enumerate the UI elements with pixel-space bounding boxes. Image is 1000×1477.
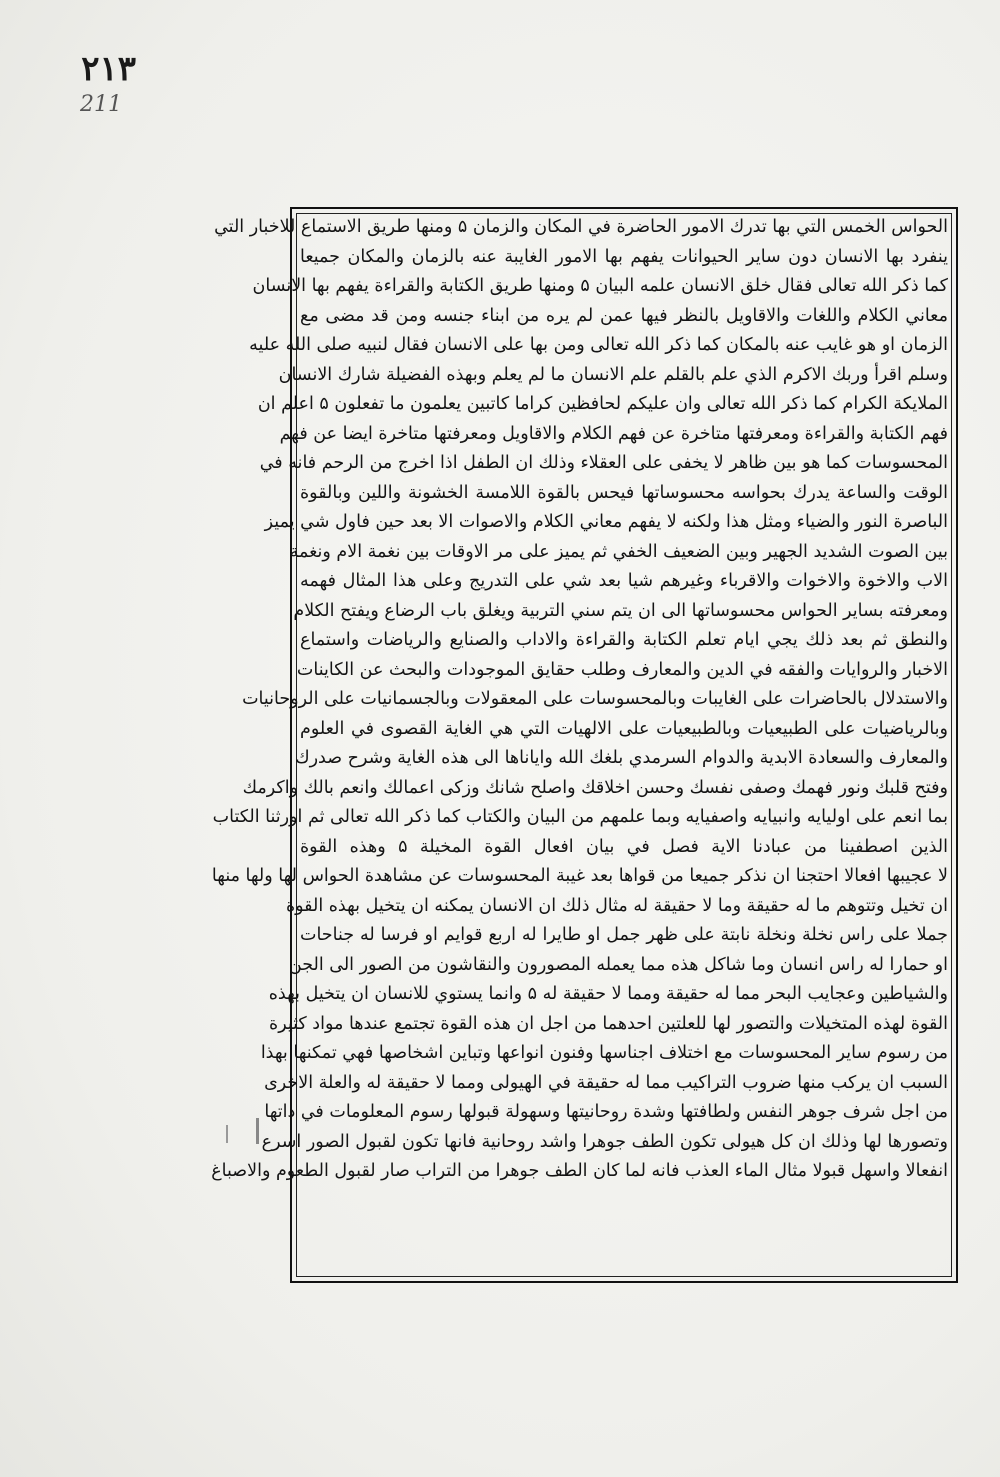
manuscript-line: الزمان او هو غايب عنه بالمكان كما ذكر الله تعالى ومن بها على الانسان فقال لنبيه صلى الله عليه	[249, 335, 948, 355]
manuscript-line: لا عجيبها افعالا احتجنا ان نذكر جميعا من قواها بعد غيبة المحسوسات عن مشاهدة الحواس لها ولها منها	[211, 866, 948, 886]
manuscript-line: الذين اصطفينا من عبادنا الاية فصل في بيان افعال القوة المخيلة ۵ وهذه القوة	[300, 836, 949, 857]
manuscript-line: من اجل شرف جوهر النفس ولطافتها وشدة روحانيتها وسهولة قبولها رسوم المعلومات في ذاتها	[264, 1102, 948, 1122]
manuscript-line: معاني الكلام واللغات والاقاويل بالنظر فيها عمن لم يره من ابناء جنسه ومن قد مضى مع	[300, 305, 948, 326]
manuscript-line: جملا على راس نخلة ونخلة نابتة على ظهر جمل او طايرا له اربع قوايم او فرسا له جناحات	[300, 925, 948, 945]
manuscript-line: الملايكة الكرام كما ذكر الله تعالى وان عليكم لحافظين كراما كاتبين يعلمون ما تفعلون ۵ اعلم ان	[257, 394, 948, 414]
manuscript-line: القوة لهذه المتخيلات والتصور لها للعلتين احدهما من اجل ان هذه القوة تجتمع عندها مواد كثيرة	[269, 1013, 948, 1034]
manuscript-line: ومعرفته بساير الحواس محسوساتها الى ان يتم سني التربية ويغلق باب الرضاع ويفتح الكلام	[293, 600, 948, 621]
manuscript-line: السبب ان يركب منها ضروب التراكيب مما له حقيقة في الهيولى ومما لا حقيقة له والعلة الاخرى	[264, 1072, 948, 1093]
manuscript-line: وسلم اقرأ وربك الاكرم الذي علم بالقلم علم الانسان ما لم يعلم وبهذه الفضيلة شارك الانسان	[278, 364, 948, 385]
manuscript-line: الباصرة النور والضياء ومثل هذا ولكنه لا يفهم معاني الكلام والاصوات الا بعد حين فاول شي يميز	[264, 512, 948, 532]
margin-stain	[256, 1118, 259, 1144]
manuscript-line: فهم الكتابة والقراءة ومعرفتها متاخرة عن فهم الكلام والاقاويل ومعرفتها متاخرة ايضا عن فهم	[279, 423, 948, 444]
manuscript-line: المحسوسات كما هو بين ظاهر لا يخفى على العقلاء وذلك ان الطفل اذا اخرج من الرحم فانه في	[259, 453, 948, 473]
manuscript-line: والمعارف والسعادة الابدية والدوام السرمدي بلغك الله واياناها الى هذه الغاية وشرح صدرك	[295, 748, 948, 768]
manuscript-line: انفعالا واسهل قبولا مثال الماء العذب فانه لما كان الطف جوهرا من التراب صار لقبول الطعوم والاصباغ	[211, 1161, 948, 1181]
margin-stain	[226, 1125, 228, 1143]
manuscript-line: وتصورها لها وذلك ان كل هيولى تكون الطف جوهرا واشد روحانية فانها تكون لقبول الصور اسرع	[261, 1131, 948, 1152]
manuscript-line: والشياطين وعجايب البحر مما له حقيقة ومما لا حقيقة له ۵ وانما يستوي للانسان ان يتخيل بهذه	[268, 984, 948, 1004]
manuscript-line: بما انعم على اوليايه وانبيايه واصفيايه وبما علمهم من البيان والكتاب كما ذكر الله تعالى ثم اورثنا الكتاب	[212, 807, 948, 827]
manuscript-line: وفتح قلبك ونور فهمك وصفى نفسك وحسن اخلاقك واصلح شانك وزكى اعمالك وانعم بالك واكرمك	[242, 777, 948, 798]
manuscript-text-block	[211, 213, 949, 1277]
text-frame	[211, 207, 958, 1283]
manuscript-line: ان تخيل وتتوهم ما له حقيقة وما لا حقيقة له مثال ذلك ان الانسان يمكنه ان يتخيل بهذه القوة	[285, 895, 948, 916]
folio-number-pencil: 211	[80, 92, 122, 117]
manuscript-line: الحواس الخمس التي بها تدرك الامور الحاضرة في المكان والزمان ۵ ومنها طريق الاستماع للاخبار التي	[214, 217, 948, 237]
manuscript-line: والاستدلال بالحاضرات على الغايبات وبالمحسوسات على المعقولات وبالجسمانيات على الروحانيات	[242, 689, 948, 709]
manuscript-line: من رسوم ساير المحسوسات مع اختلاف اجناسها وفنون انواعها وتباين اشخاصها فهي تمكنها بهذا	[260, 1043, 948, 1063]
manuscript-line: وبالرياضيات على الطبيعيات وبالطبيعيات على الالهيات التي هي الغاية القصوى في العلوم	[300, 718, 948, 739]
manuscript-line: ينفرد بها الانسان دون ساير الحيوانات يفهم بها الامور الغايبة عنه بالزمان والمكان جميعا	[300, 246, 948, 267]
folio-number-ink: ٢١٣	[81, 49, 136, 89]
manuscript-line: الاخبار والروايات والفقه في الدين والمعارف وطلب حقايق الموجودات والبحث عن الكاينات	[296, 659, 948, 680]
folio-number	[80, 49, 136, 117]
manuscript-line: الاب والاخوة والاخوات والاقرباء وغيرهم شيا بعد شي على التدريج وعلى هذا المثال فهمه	[300, 571, 948, 591]
manuscript-line: بين الصوت الشديد الجهير وبين الضعيف الخفي ثم يميز على مر الاوقات بين نغمة الام ونغمة	[289, 541, 948, 562]
manuscript-line: او حمارا له راس انسان وما شاكل هذه مما يعمله المصورون والنقاشون من الصور الى الجن	[288, 954, 948, 975]
manuscript-line: والنطق ثم بعد ذلك يجي ايام تعلم الكتابة والقراءة والاداب والصنايع والرياضات واستماع	[300, 630, 948, 650]
manuscript-line: الوقت والساعة يدرك بحواسه محسوساتها فيحس بالقوة اللامسة الخشونة واللين وبالقوة	[300, 482, 948, 503]
manuscript-line: كما ذكر الله تعالى فقال خلق الانسان علمه البيان ۵ ومنها طريق الكتابة والقراءة يفهم بها الانسان	[252, 276, 948, 296]
